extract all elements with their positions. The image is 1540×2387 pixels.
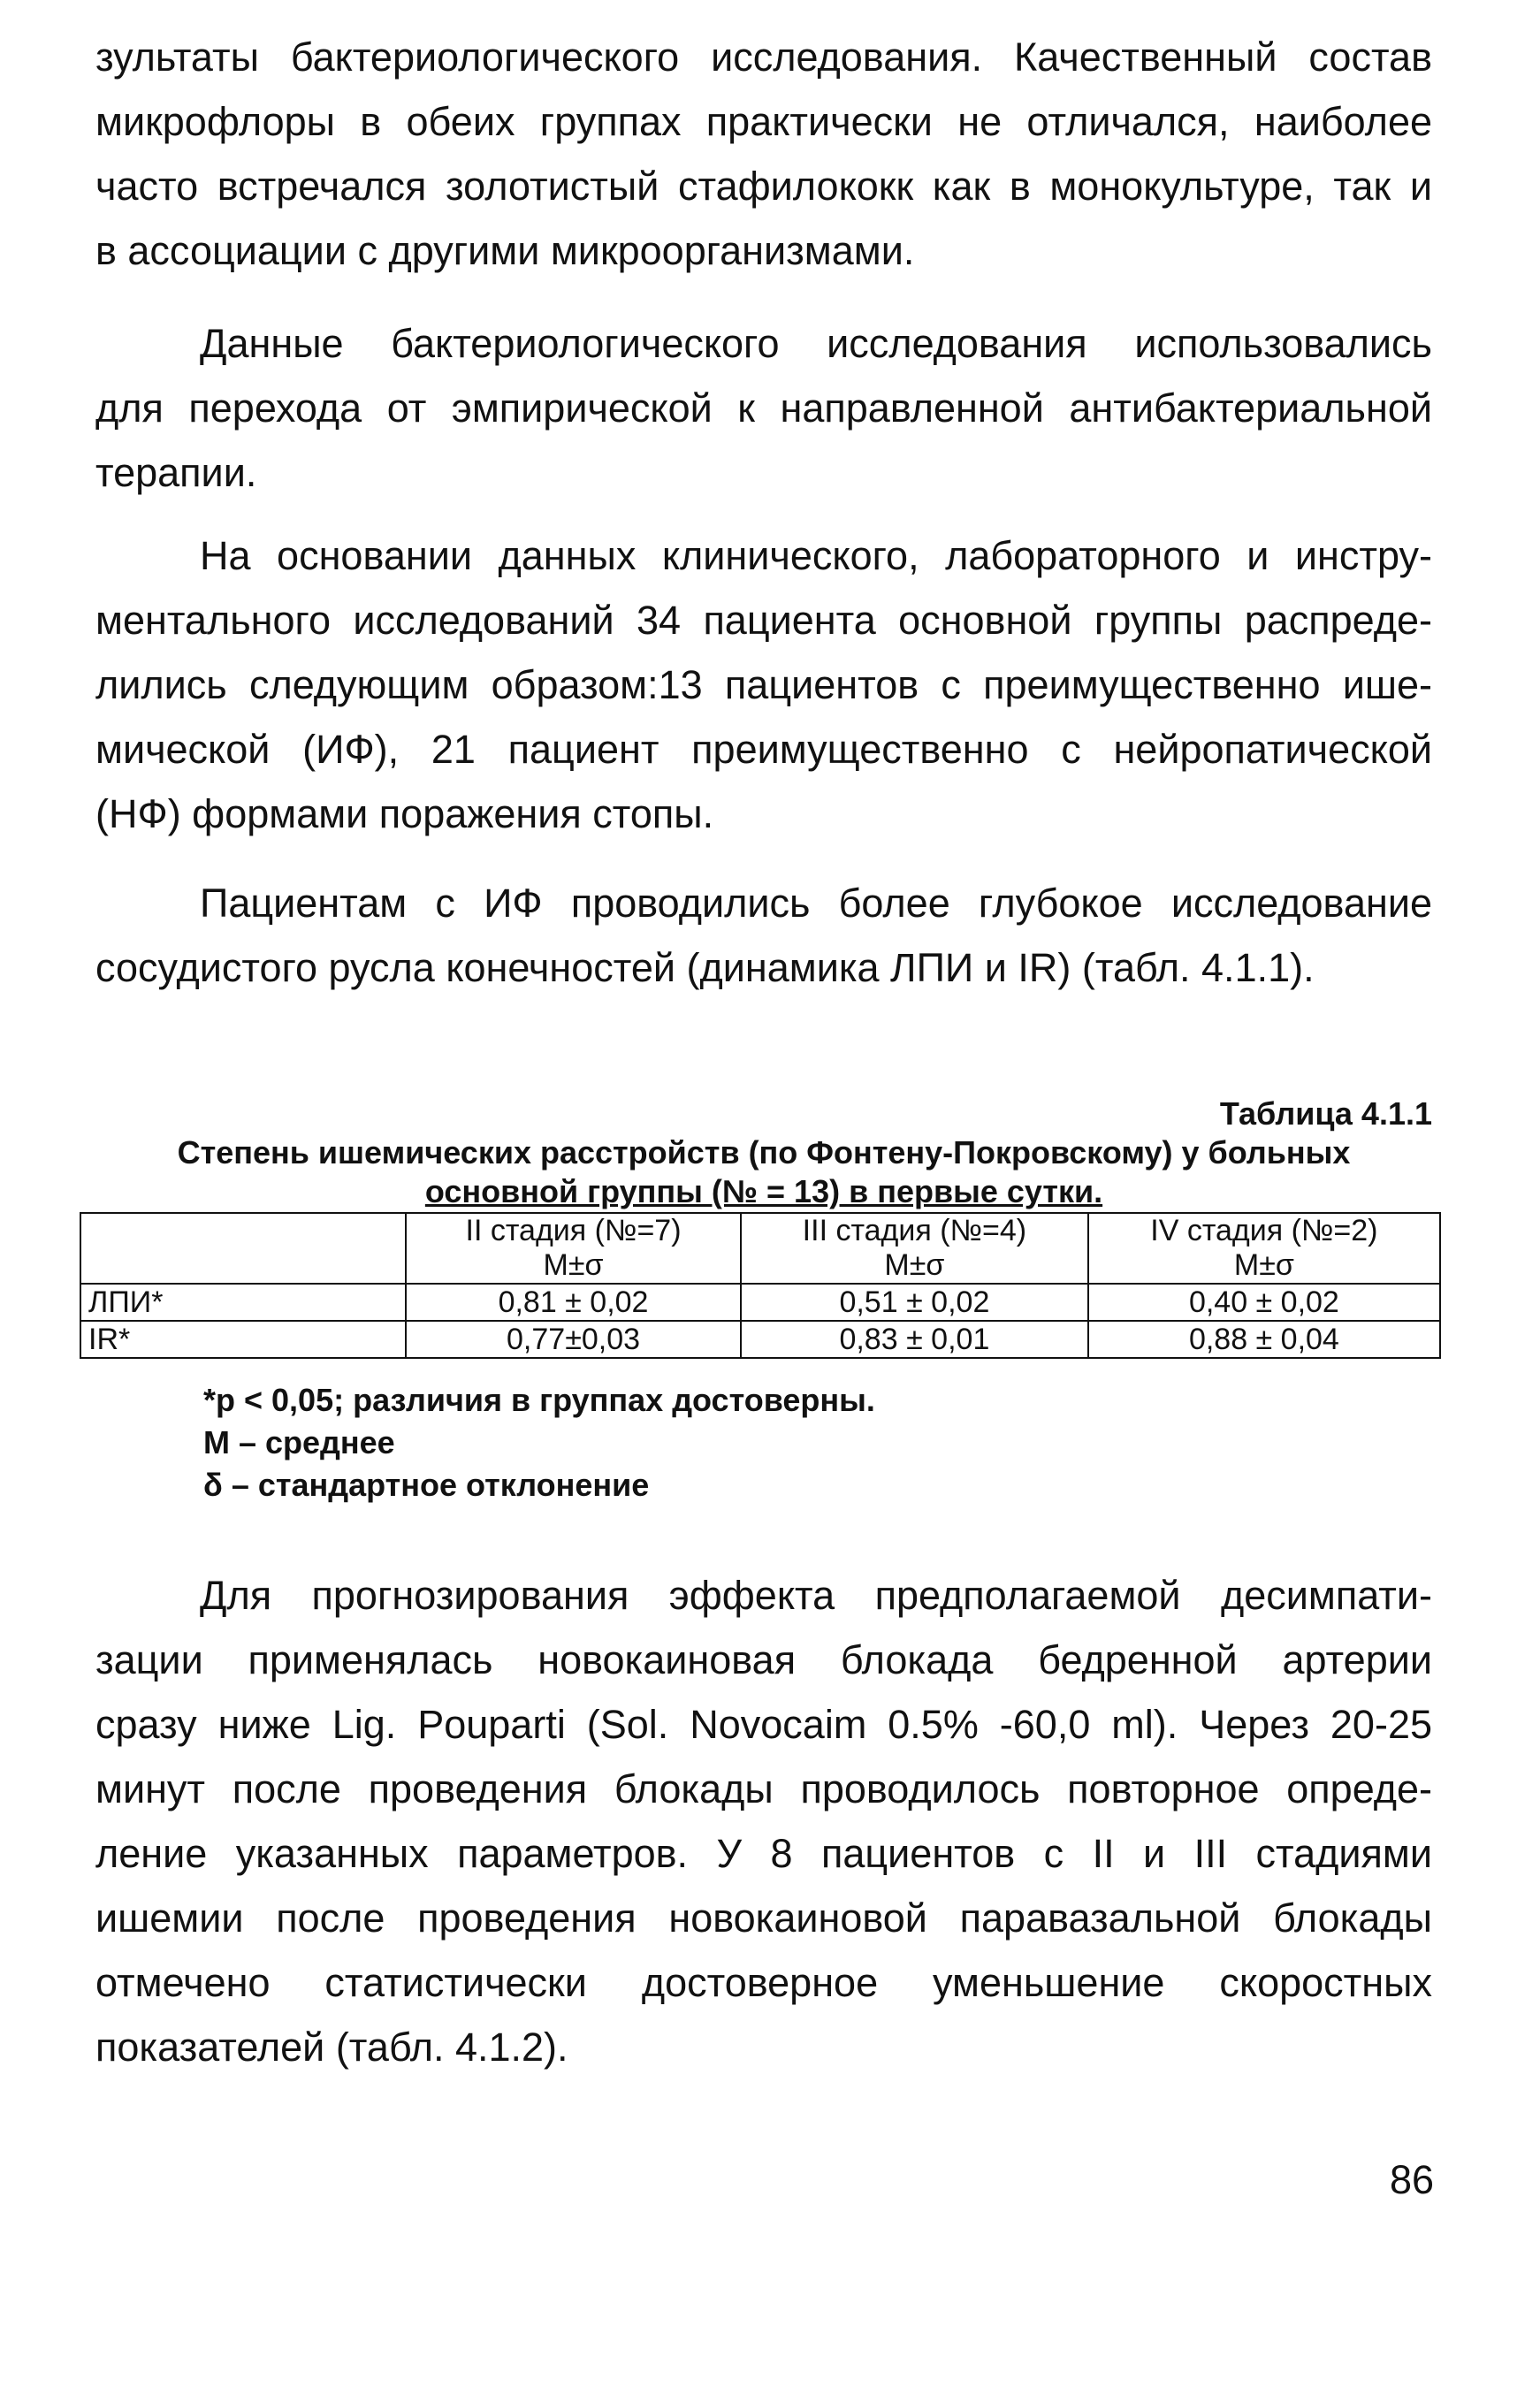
- table-cell: 0,83 ± 0,01: [741, 1321, 1088, 1358]
- column-sublabel: M±σ: [884, 1248, 945, 1282]
- data-table: [80, 1212, 1441, 1359]
- row-label: IR*: [80, 1321, 406, 1358]
- row-label: ЛПИ*: [80, 1284, 406, 1321]
- column-header: [406, 1213, 741, 1284]
- table-header-row: [80, 1213, 1440, 1284]
- column-label: IV стадия (№=2): [1150, 1214, 1378, 1247]
- paragraph-1: [95, 25, 1432, 283]
- table-cell: 0,77±0,03: [406, 1321, 741, 1358]
- column-sublabel: M±σ: [1233, 1248, 1294, 1282]
- text-line: мической (ИФ), 21 пациент преимущественно с нейропатической: [95, 727, 1432, 772]
- table-row: [80, 1321, 1440, 1358]
- text-line: Для прогнозирования эффекта предполагаемой десимпати-: [200, 1573, 1432, 1618]
- table-cell: 0,88 ± 0,04: [1088, 1321, 1440, 1358]
- text-line: зации применялась новокаиновая блокада бедренной артерии: [95, 1637, 1432, 1682]
- text-line: микрофлоры в обеих группах практически не отличался, наиболее: [95, 99, 1432, 144]
- text-line: показателей (табл. 4.1.2).: [95, 2025, 568, 2070]
- text-line: зультаты бактериологического исследования. Качественный состав: [95, 34, 1432, 80]
- table-cell: 0,51 ± 0,02: [741, 1284, 1088, 1321]
- table-cell: 0,81 ± 0,02: [406, 1284, 741, 1321]
- paragraph-5: [95, 1563, 1432, 2079]
- text-line: сосудистого русла конечностей (динамика ЛПИ и IR) (табл. 4.1.1).: [95, 945, 1315, 990]
- text-line: терапии.: [95, 450, 257, 495]
- table-note: M – среднее: [203, 1424, 395, 1460]
- table-row: [80, 1284, 1440, 1321]
- text-line: Пациентам с ИФ проводились более глубокое исследование: [200, 881, 1432, 926]
- column-label: III стадия (№=4): [802, 1214, 1027, 1247]
- table-cell: 0,40 ± 0,02: [1088, 1284, 1440, 1321]
- text-line: ментального исследований 34 пациента основной группы распреде-: [95, 598, 1432, 643]
- table-corner-cell: [80, 1213, 406, 1284]
- text-line: ишемии после проведения новокаиновой паравазальной блокады: [95, 1895, 1432, 1941]
- paragraph-2: [95, 311, 1432, 505]
- table-caption: Степень ишемических расстройств (по Фонтену-Покровскому) у больных: [177, 1134, 1351, 1171]
- table-note: *р < 0,05; различия в группах достоверны.: [203, 1382, 875, 1418]
- table-caption: основной группы (№ = 13) в первые сутки.: [424, 1173, 1103, 1209]
- table-notes: [203, 1379, 875, 1506]
- text-line: лились следующим образом:13 пациентов с преимущественно ише-: [95, 662, 1432, 707]
- text-line: На основании данных клинического, лабораторного и инстру-: [200, 533, 1432, 578]
- column-header: [741, 1213, 1088, 1284]
- paragraph-3: [95, 523, 1432, 846]
- paragraph-4: [95, 871, 1432, 1000]
- table-note: δ – стандартное отклонение: [203, 1467, 650, 1503]
- text-line: часто встречался золотистый стафилококк как в монокультуре, так и: [95, 164, 1432, 209]
- column-header: [1088, 1213, 1440, 1284]
- text-line: (НФ) формами поражения стопы.: [95, 791, 714, 836]
- page-number: 86: [1389, 2157, 1434, 2202]
- column-sublabel: M±σ: [543, 1248, 604, 1282]
- text-line: ление указанных параметров. У 8 пациентов с II и III стадиями: [95, 1831, 1432, 1876]
- column-label: II стадия (№=7): [465, 1214, 682, 1247]
- text-line: в ассоциации с другими микроорганизмами.: [95, 228, 915, 273]
- table-heading: [95, 1094, 1432, 1211]
- table-number: Таблица 4.1.1: [1219, 1095, 1432, 1132]
- text-line: для перехода от эмпирической к направленной антибактериальной: [95, 385, 1432, 431]
- text-line: минут после проведения блокады проводилось повторное опреде-: [95, 1766, 1432, 1811]
- text-line: Данные бактериологического исследования использовались: [200, 321, 1432, 366]
- text-line: сразу ниже Lig. Pouparti (Sol. Novocaim 0.5% -60,0 ml). Через 20-25: [95, 1702, 1432, 1747]
- text-line: отмечено статистически достоверное уменьшение скоростных: [95, 1960, 1432, 2005]
